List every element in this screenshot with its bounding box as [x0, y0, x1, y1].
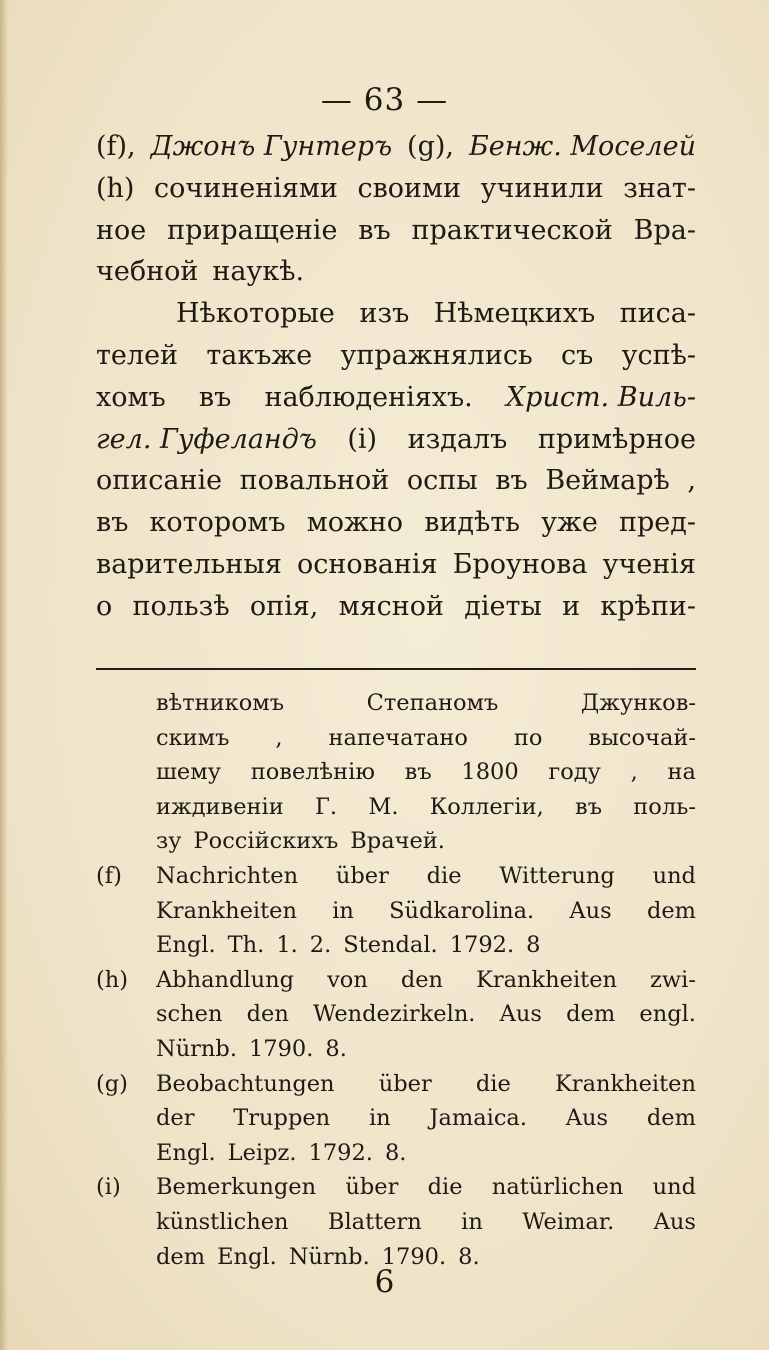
word: künstlichen	[156, 1208, 289, 1235]
word: 1.	[276, 932, 298, 959]
word: ученія	[602, 548, 696, 580]
text-line	[96, 502, 696, 544]
word: М.	[368, 793, 399, 820]
text-line	[96, 377, 696, 419]
footnote-line	[156, 790, 696, 825]
word: in	[332, 897, 354, 924]
word: Броунова	[452, 548, 588, 580]
word: Th.	[227, 932, 265, 959]
word: 8.	[458, 1243, 480, 1270]
text-fragment: (f),	[96, 131, 136, 162]
footnote-mark: (g)	[96, 1070, 128, 1097]
word: Stendal.	[343, 932, 438, 959]
text-fragment: въ	[198, 381, 232, 413]
word: опія,	[249, 590, 319, 622]
word: оспы	[406, 465, 478, 497]
word: 8.	[384, 1139, 407, 1166]
footnotes	[96, 686, 696, 1274]
text-line	[96, 586, 696, 628]
word: въ	[358, 214, 391, 246]
footnote-continuation	[96, 686, 696, 859]
word: schen	[156, 1001, 223, 1028]
word: въ	[404, 759, 432, 786]
footnote-line	[156, 755, 696, 790]
word: Aus	[653, 1208, 696, 1235]
word: Нѣкоторые	[176, 298, 335, 330]
word: dem	[566, 1001, 616, 1028]
word: ,	[630, 759, 638, 786]
text-line	[96, 335, 696, 377]
word: Вра-	[633, 214, 696, 246]
page-number: — 63 —	[320, 82, 449, 118]
footnote-mark: (i)	[96, 1174, 121, 1201]
word: съ	[560, 339, 594, 371]
footnote-h	[96, 963, 696, 1067]
word: видѣть	[424, 507, 520, 539]
word: успѣ-	[621, 339, 696, 371]
word: по	[513, 724, 543, 751]
footnote-divider	[96, 668, 696, 670]
word: упражнялись	[340, 339, 533, 371]
text-fragment: (g),	[407, 131, 454, 162]
word: зу	[156, 828, 182, 855]
word: своими	[357, 172, 462, 204]
word: Nürnb.	[288, 1243, 370, 1270]
word: über	[335, 862, 389, 889]
word: скимъ	[156, 724, 230, 751]
word: высочай-	[588, 724, 696, 751]
text-line	[96, 544, 696, 586]
text-line	[96, 251, 696, 293]
word: крѣпи-	[600, 590, 696, 622]
word: Blattern	[327, 1208, 422, 1235]
word: Wendezirkeln.	[313, 1001, 476, 1028]
word: Aus	[565, 1105, 609, 1132]
word: die	[427, 1174, 463, 1201]
footnote-line	[156, 894, 696, 929]
footnote-f	[96, 859, 696, 963]
word: Engl.	[217, 1243, 277, 1270]
word: поль-	[633, 793, 696, 820]
footnote-line	[156, 1067, 696, 1102]
word: году	[548, 759, 601, 786]
word: Врачей.	[350, 828, 445, 855]
word: dem	[646, 897, 696, 924]
text-fragment: издалъ	[407, 423, 508, 455]
word: in	[461, 1208, 483, 1235]
author-name: гел. Гуфеландъ	[96, 423, 317, 455]
word: въ	[575, 793, 603, 820]
word: dem	[156, 1243, 206, 1270]
word: 1790.	[381, 1243, 447, 1270]
word: сочиненіями	[154, 172, 338, 204]
footnote-g	[96, 1067, 696, 1171]
word: natürlichen	[491, 1174, 624, 1201]
text-fragment: наблюденіяхъ.	[264, 381, 473, 413]
text-fragment: хомъ	[96, 381, 166, 413]
word: о	[96, 590, 113, 622]
word: описаніе	[96, 465, 223, 497]
word: Aus	[569, 897, 612, 924]
text-line	[96, 126, 696, 168]
word: варительныя	[96, 548, 282, 580]
footnote-mark: (h)	[96, 966, 129, 993]
word: знат-	[623, 172, 696, 204]
footnote-line	[156, 928, 696, 963]
page-edge-shadow	[0, 0, 8, 1350]
footnote-line	[156, 1032, 696, 1067]
word: engl.	[639, 1001, 696, 1028]
word: чебной	[96, 256, 199, 288]
word: напечатано	[328, 724, 468, 751]
text-line	[96, 293, 696, 335]
word: Веймарѣ	[545, 465, 670, 497]
word: въ	[96, 507, 129, 539]
word: Джунков-	[580, 690, 696, 716]
word: Jamaica.	[429, 1105, 527, 1132]
word: Leipz.	[227, 1139, 297, 1166]
word: пользѣ	[132, 590, 230, 622]
word: телей	[96, 339, 179, 371]
word: 2.	[309, 932, 332, 959]
word: Nürnb.	[156, 1035, 237, 1062]
word: иждивеніи	[156, 793, 284, 820]
word: которомъ	[149, 507, 286, 539]
word: и	[562, 590, 581, 622]
footnote-line	[156, 859, 696, 894]
word: Südkarolina.	[389, 897, 535, 924]
word: практической	[411, 214, 613, 246]
word: in	[368, 1105, 391, 1132]
main-text	[96, 126, 696, 628]
text-line	[96, 168, 696, 210]
word: und	[652, 862, 696, 889]
word: изъ	[359, 298, 410, 330]
word: Engl.	[156, 1139, 216, 1166]
word: Россійскихъ	[193, 828, 339, 855]
footnote-line	[156, 721, 696, 756]
word: Nachrichten	[156, 862, 299, 889]
word: шему	[156, 759, 221, 786]
word: Bemerkungen	[156, 1174, 317, 1201]
word: über	[378, 1070, 432, 1097]
footnote-line	[156, 686, 696, 721]
word: наукѣ.	[212, 256, 305, 288]
footnote-line	[156, 1101, 696, 1136]
footnote-line	[156, 1136, 696, 1171]
text-line	[96, 419, 696, 461]
word: основанія	[296, 548, 438, 580]
footnote-line	[156, 1170, 696, 1205]
author-name: Христ. Виль-	[505, 381, 696, 413]
word: Beobachtungen	[156, 1070, 335, 1097]
text-fragment: (i)	[347, 423, 378, 455]
word: уже	[541, 507, 598, 539]
word: діеты	[464, 590, 542, 622]
text-line	[96, 210, 696, 252]
word: zwi-	[650, 966, 696, 993]
footnote-i	[96, 1170, 696, 1274]
word: 1792.	[308, 1139, 373, 1166]
word: (h)	[96, 172, 135, 204]
word: 8	[526, 932, 541, 959]
word: Коллегіи,	[429, 793, 544, 820]
word: Truppen	[233, 1105, 331, 1132]
word: Engl.	[156, 932, 216, 959]
word: die	[475, 1070, 511, 1097]
word: von	[327, 966, 368, 993]
word: повальной	[239, 465, 390, 497]
word: можно	[306, 507, 404, 539]
footnote-line	[156, 824, 696, 859]
word: Weimar.	[522, 1208, 615, 1235]
word: die	[426, 862, 462, 889]
word: на	[667, 759, 696, 786]
word: 1792.	[449, 932, 515, 959]
word: und	[652, 1174, 696, 1201]
word: Abhandlung	[156, 966, 295, 993]
signature-mark: 6	[374, 1264, 395, 1300]
word: писа-	[619, 298, 696, 330]
word: учинили	[480, 172, 604, 204]
word: dem	[646, 1105, 696, 1132]
word: Krankheiten	[476, 966, 618, 993]
word: мясной	[338, 590, 445, 622]
word: ,	[275, 724, 283, 751]
footnote-line	[156, 997, 696, 1032]
word: ,	[687, 465, 696, 497]
word: въ	[495, 465, 528, 497]
word: den	[246, 1001, 289, 1028]
footnote-mark: (f)	[96, 862, 122, 889]
author-name: Джонъ Гунтеръ	[150, 131, 393, 162]
word: Степаномъ	[366, 690, 499, 716]
word: 1790.	[248, 1035, 314, 1062]
word: Aus	[499, 1001, 542, 1028]
text-line	[96, 460, 696, 502]
word: ное	[96, 214, 147, 246]
word: der	[156, 1105, 195, 1132]
author-name: Бенж. Моселей	[468, 131, 696, 162]
word: вѣтникомъ	[156, 690, 285, 716]
word: 1800	[461, 759, 519, 786]
word: Krankheiten	[156, 897, 297, 924]
word: повелѣнію	[250, 759, 375, 786]
text-fragment: примѣрное	[537, 423, 696, 455]
word: пред-	[618, 507, 696, 539]
word: Krankheiten	[555, 1070, 696, 1097]
footnote-line	[156, 963, 696, 998]
footnote-line	[156, 1205, 696, 1240]
word: Witterung	[499, 862, 615, 889]
word: приращеніе	[167, 214, 338, 246]
word: den	[400, 966, 444, 993]
word: такъже	[206, 339, 313, 371]
word: 8.	[325, 1035, 347, 1062]
word: Нѣмецкихъ	[433, 298, 596, 330]
word: über	[345, 1174, 399, 1201]
word: Г.	[314, 793, 338, 820]
